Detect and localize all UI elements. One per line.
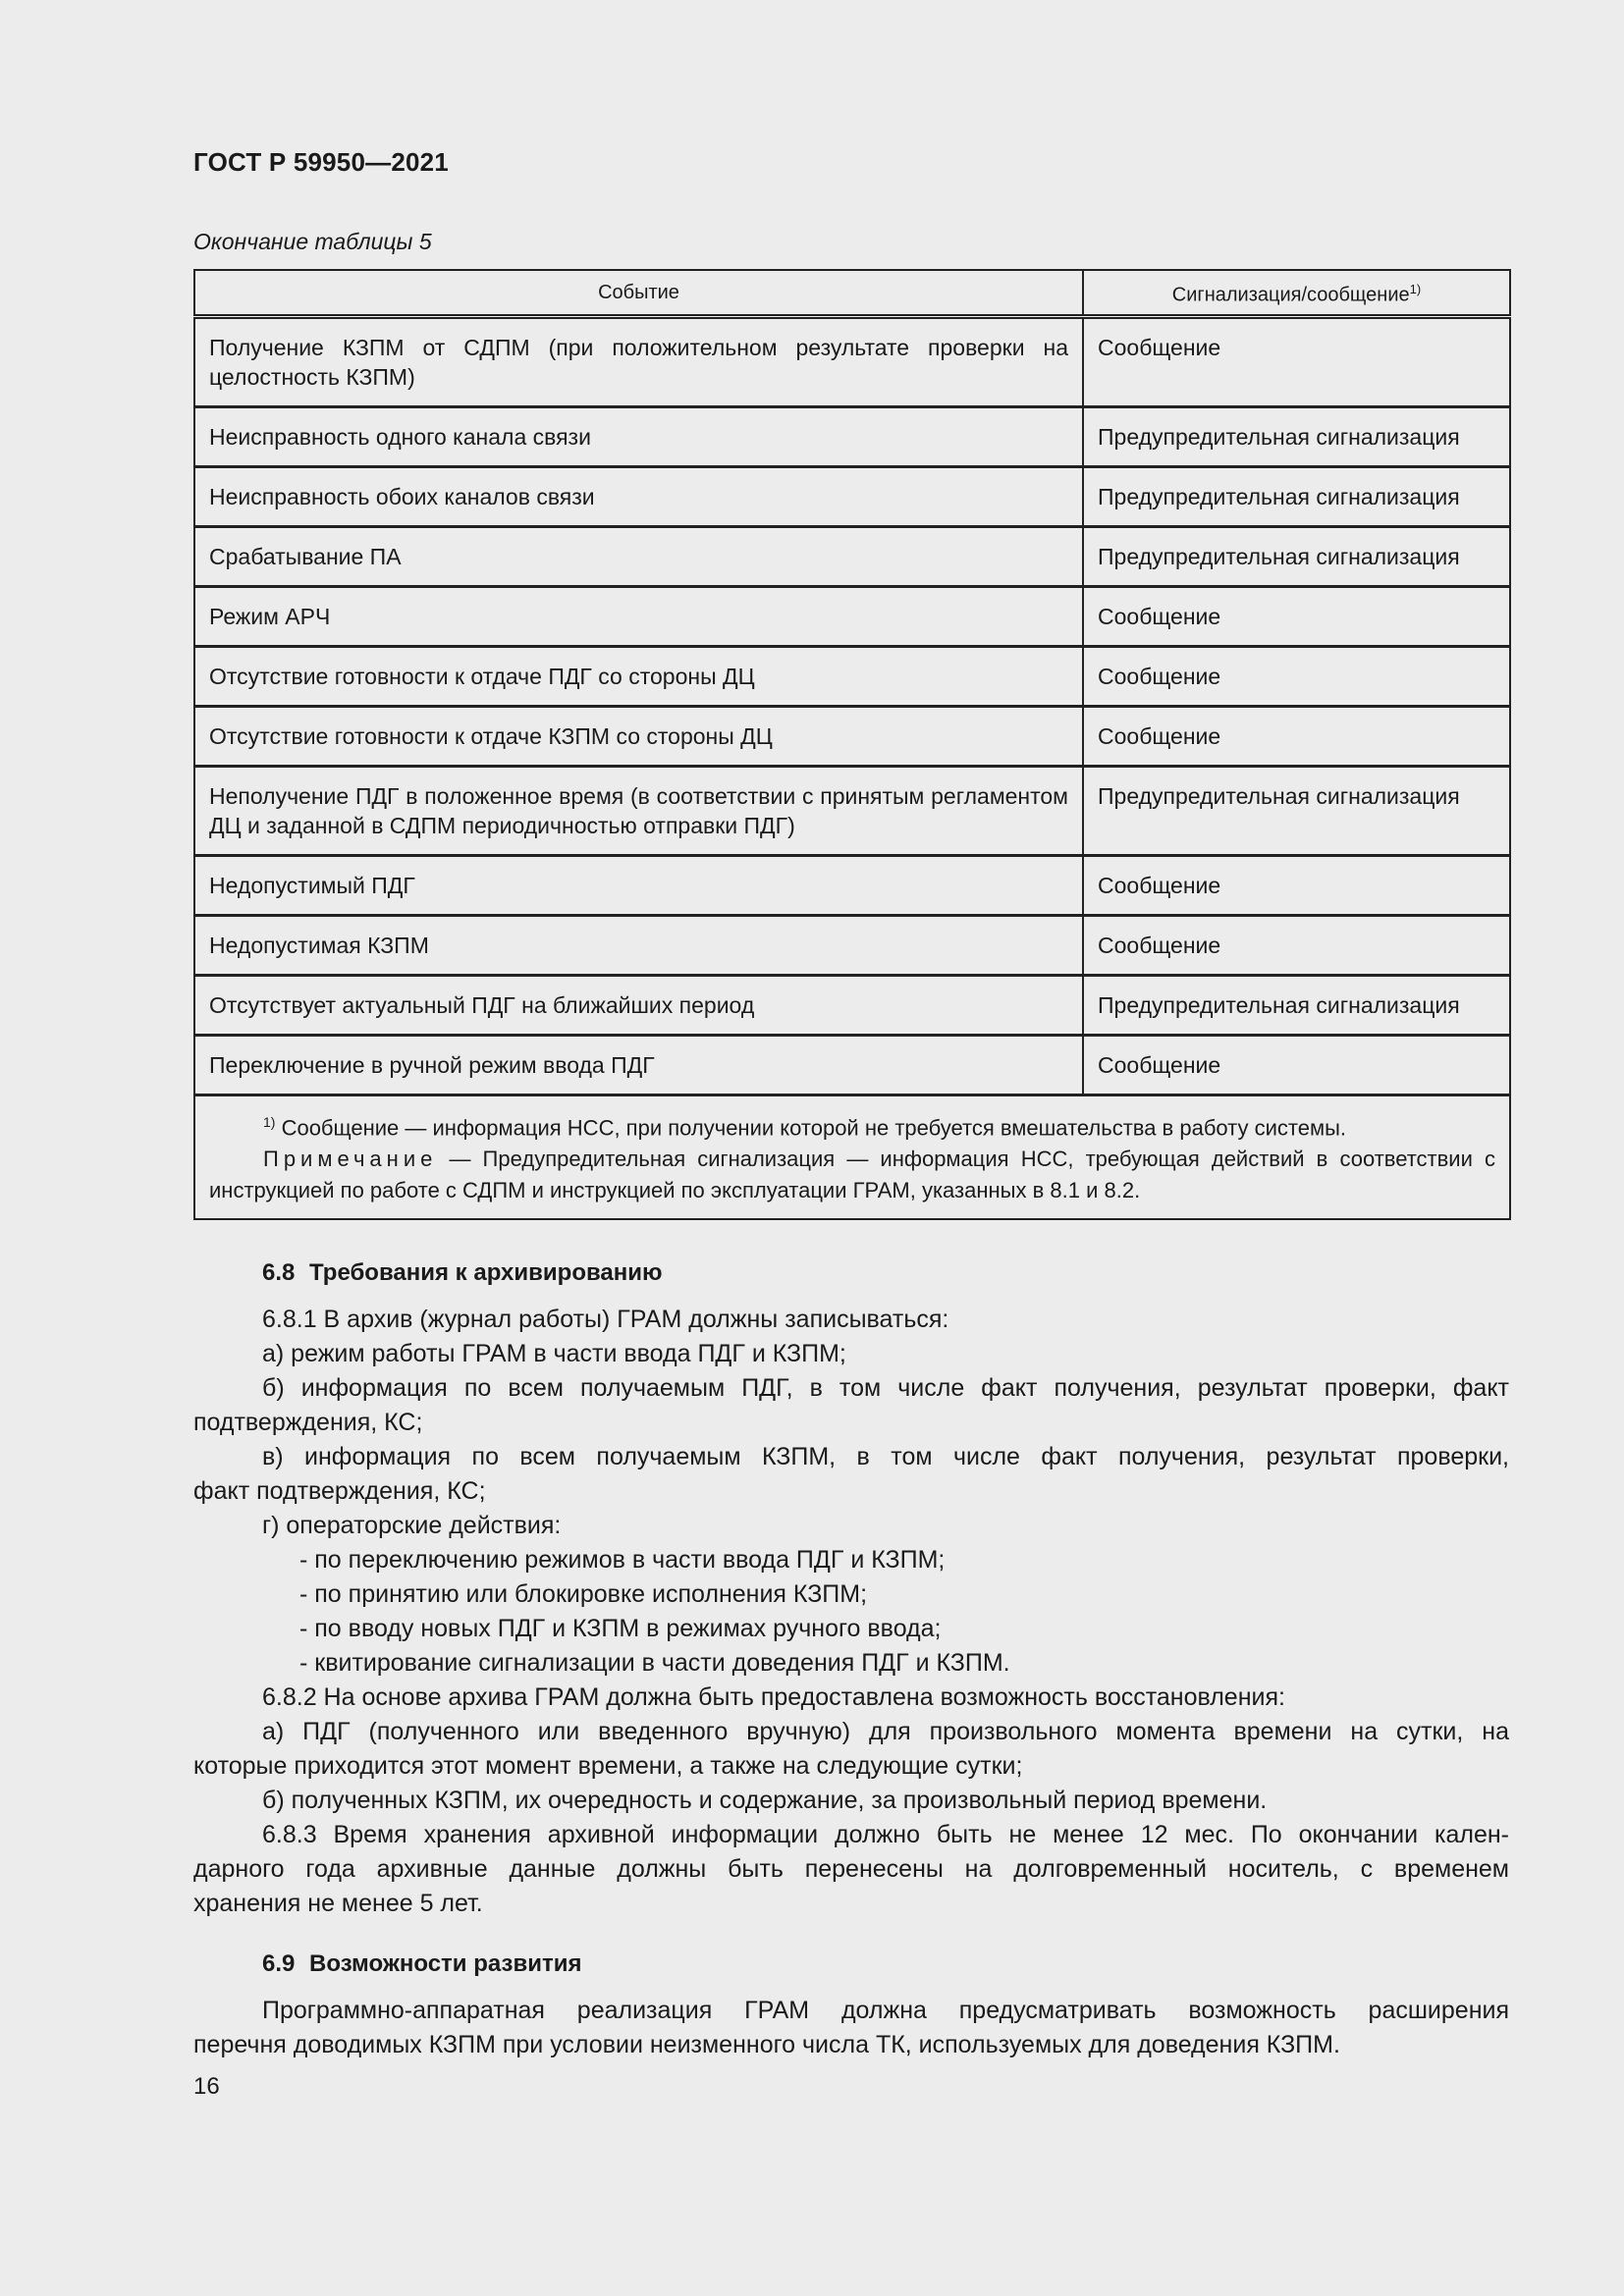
page-number: 16 — [193, 2073, 220, 2100]
signal-cell: Сообщение — [1083, 647, 1510, 707]
column-header-event: Событие — [194, 270, 1083, 317]
sub-item: - по переключению режимов в части ввода ПДГ и КЗПМ; — [299, 1546, 946, 1575]
restore-item-b: б) полученных КЗПМ, их очередность и содержание, за произвольный период времени. — [262, 1787, 1268, 1815]
table-body — [194, 317, 1510, 1220]
table-notes-row — [194, 1095, 1510, 1220]
table-note: Примечание — Предупредительная сигнализация — информация НСС, требующая действий в соответствии с инструкцией по работе с СДПМ и инструкцией по эксплуатации ГРАМ, указанных в 8.1 и 8.2. — [209, 1147, 1495, 1203]
paragraph-6-8-1: 6.8.1 В архив (журнал работы) ГРАМ должны записываться: — [262, 1306, 949, 1334]
event-cell: Неисправность обоих каналов связи — [194, 467, 1083, 527]
signal-cell: Сообщение — [1083, 1036, 1510, 1095]
document-page — [193, 147, 1509, 2062]
table-row — [194, 587, 1510, 647]
sub-item: - квитирование сигнализации в части доведения ПДГ и КЗПМ. — [299, 1649, 1010, 1678]
table-row — [194, 707, 1510, 767]
table-row — [194, 467, 1510, 527]
table-row — [194, 767, 1510, 856]
table-notes — [194, 1095, 1510, 1220]
event-cell: Отсутствие готовности к отдаче ПДГ со стороны ДЦ — [194, 647, 1083, 707]
table-row — [194, 317, 1510, 407]
paragraph-6-8-3-cont: дарного года архивные данные должны быть перенесены на долговременный носитель, с временем — [193, 1855, 1509, 1884]
table-row — [194, 1036, 1510, 1095]
event-cell: Недопустимая КЗПМ — [194, 916, 1083, 976]
list-item-a: а) режим работы ГРАМ в части ввода ПДГ и КЗПМ; — [262, 1340, 846, 1368]
event-cell: Неполучение ПДГ в положенное время (в соответствии с принятым регламентом ДЦ и заданной в СДПМ периодичностью отправки ПДГ) — [194, 767, 1083, 856]
paragraph-6-9-cont: перечня доводимых КЗПМ при условии неизменного числа ТК, используемых для доведения КЗПМ. — [193, 2031, 1340, 2059]
list-item-b: б) информация по всем получаемым ПДГ, в том числе факт получения, результат проверки, факт — [262, 1374, 1509, 1403]
table-header-row — [194, 270, 1510, 317]
signal-cell: Сообщение — [1083, 587, 1510, 647]
paragraph-6-8-3-end: хранения не менее 5 лет. — [193, 1890, 483, 1918]
footnote-ref: 1) — [1409, 282, 1422, 297]
event-cell: Получение КЗПМ от СДПМ (при положительном результате проверки на целостность КЗПМ) — [194, 317, 1083, 407]
sub-item: - по вводу новых ПДГ и КЗПМ в режимах ручного ввода; — [299, 1615, 942, 1643]
column-header-signal: Сигнализация/сообщение$^{1)}$ — [1083, 270, 1510, 317]
list-item-v: в) информация по всем получаемым КЗПМ, в том числе факт получения, результат проверки, — [262, 1443, 1509, 1471]
section-heading-6-8: 6.8 Требования к архивированию — [262, 1259, 663, 1287]
event-cell: Недопустимый ПДГ — [194, 856, 1083, 916]
table-row — [194, 407, 1510, 467]
section-6-8-body — [193, 1303, 1509, 1921]
event-cell: Неисправность одного канала связи — [194, 407, 1083, 467]
document-code: ГОСТ Р 59950—2021 — [193, 147, 449, 177]
event-cell: Режим АРЧ — [194, 587, 1083, 647]
paragraph-6-8-2: 6.8.2 На основе архива ГРАМ должна быть предоставлена возможность восстановления: — [262, 1683, 1285, 1712]
signal-cell: Сообщение — [1083, 317, 1510, 407]
signal-cell: Предупредительная сигнализация — [1083, 527, 1510, 587]
sub-item: - по принятию или блокировке исполнения КЗПМ; — [299, 1580, 868, 1609]
signal-cell: Предупредительная сигнализация — [1083, 767, 1510, 856]
note-label: Примечание — [263, 1147, 438, 1172]
list-item-g: г) операторские действия: — [262, 1512, 562, 1540]
table-caption: Окончание таблицы 5 — [193, 229, 432, 254]
table-row — [194, 976, 1510, 1036]
paragraph-6-8-3: 6.8.3 Время хранения архивной информации должно быть не менее 12 мес. По окончании кален- — [262, 1821, 1509, 1849]
list-item-v-cont: факт подтверждения, КС; — [193, 1477, 486, 1506]
footnote-mark: 1) — [263, 1114, 276, 1130]
restore-item-a-cont: которые приходится этот момент времени, а также на следующие сутки; — [193, 1752, 1023, 1781]
signal-cell: Предупредительная сигнализация — [1083, 407, 1510, 467]
restore-item-a: а) ПДГ (полученного или введенного вручную) для произвольного момента времени на сутки, на — [262, 1718, 1509, 1746]
signal-cell: Сообщение — [1083, 707, 1510, 767]
signal-cell: Сообщение — [1083, 916, 1510, 976]
event-cell: Отсутствие готовности к отдаче КЗПМ со стороны ДЦ — [194, 707, 1083, 767]
table-row — [194, 856, 1510, 916]
list-item-b-cont: подтверждения, КС; — [193, 1409, 423, 1437]
signal-cell: Предупредительная сигнализация — [1083, 976, 1510, 1036]
table-row — [194, 527, 1510, 587]
paragraph-6-9: Программно-аппаратная реализация ГРАМ должна предусматривать возможность расширения — [262, 1997, 1509, 2025]
signal-cell: Предупредительная сигнализация — [1083, 467, 1510, 527]
event-cell: Отсутствует актуальный ПДГ на ближайших период — [194, 976, 1083, 1036]
events-table — [193, 269, 1511, 1220]
event-cell: Срабатывание ПА — [194, 527, 1083, 587]
section-heading-6-9: 6.9 Возможности развития — [262, 1950, 582, 1978]
event-cell: Переключение в ручной режим ввода ПДГ — [194, 1036, 1083, 1095]
signal-cell: Сообщение — [1083, 856, 1510, 916]
section-6-9-body — [193, 1994, 1509, 2062]
table-footnote: $^{1)}$ Сообщение — информация НСС, при получении которой не требуется вмешательства в работу системы. — [263, 1114, 1347, 1141]
table-row — [194, 647, 1510, 707]
table-row — [194, 916, 1510, 976]
